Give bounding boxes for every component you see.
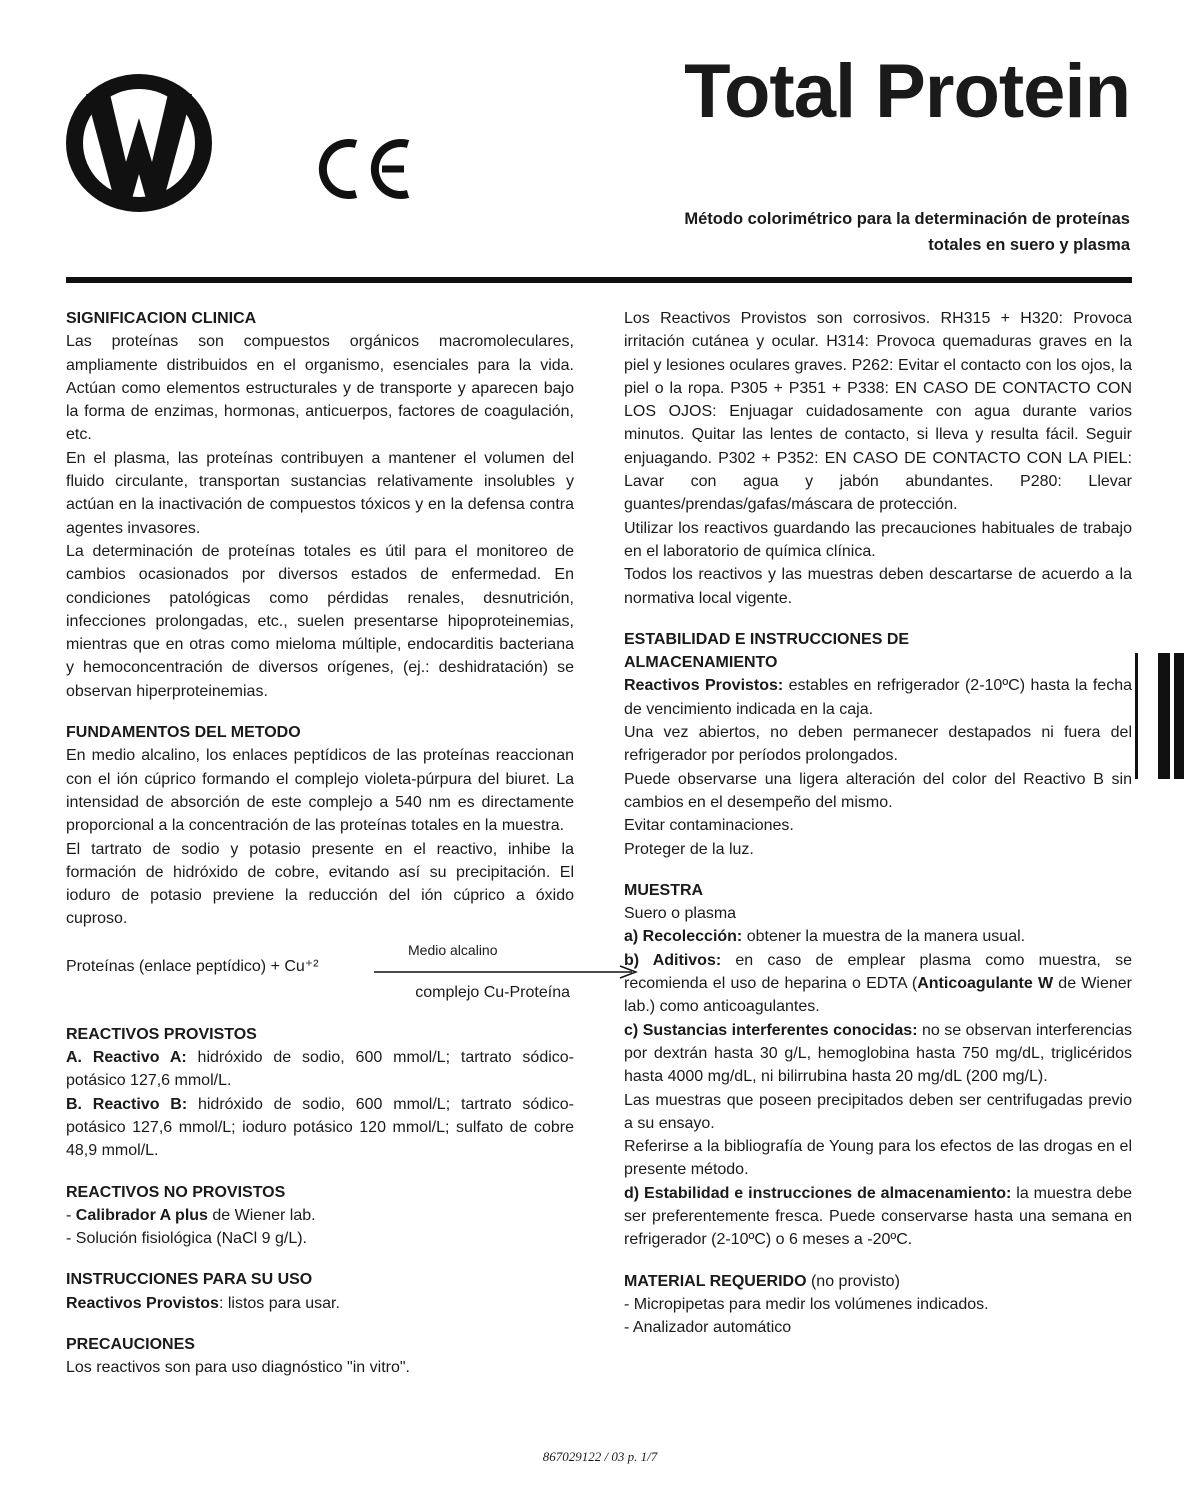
section-heading: SIGNIFICACION CLINICA (66, 310, 257, 327)
paragraph: En el plasma, las proteínas contribuyen a mantener el volumen del fluido circulante, transportan sustancias relativamente insolubles y actúan en la inactivación de compuestos tóxicos y en la defensa contra agentes invasores. (66, 449, 574, 537)
subtitle-line-1: Método colorimétrico para la determinación de proteínas (684, 210, 1130, 228)
reagent-a-label: A. Reactivo A: (66, 1049, 187, 1067)
paragraph: Puede observarse una ligera alteración del color del Reactivo B sin cambios en el desempeño del mismo. (624, 770, 1132, 811)
list-item: - Micropipetas para medir los volúmenes indicados. (624, 1295, 989, 1313)
paragraph-text: de Wiener lab.) como anticoagulantes. (624, 975, 1132, 1016)
reaction-arrow-icon (374, 965, 638, 979)
calibrator-name: Calibrador A plus (75, 1206, 208, 1224)
paragraph: La determinación de proteínas totales es útil para el monitoreo de cambios ocasionados por diversos estados de enfermedad. En condiciones patológicas como pérdidas renales, desnutrición, infecciones prolongadas, etc., suelen presentarse hipoproteinemias, mientras que en otras como mieloma múltiple, endocarditis bacteriana y hemoconcentración de diversos orígenes, (ej.: deshidratación) se observan hiperproteinemias. (66, 542, 574, 700)
paragraph-text: la muestra debe ser preferentemente fresca. Puede conservarse hasta una semana en refrigerador (2-10ºC) o 6 meses a -20ºC. (624, 1184, 1132, 1249)
paragraph (624, 925, 1132, 948)
anticoagulant-name: Anticoagulante W (917, 975, 1054, 993)
left-column (66, 307, 574, 1380)
header-divider (66, 277, 1132, 283)
section-instrucciones (66, 1268, 574, 1315)
list-item: - Analizador automático (624, 1319, 792, 1337)
paragraph: Evitar contaminaciones. (624, 817, 794, 835)
bold-label: b) Aditivos: (624, 951, 722, 969)
section-significacion-clinica (66, 307, 574, 703)
formula-reactants: Proteínas (enlace peptídico) + Cu⁺² (66, 957, 319, 975)
section-heading: MUESTRA (624, 881, 704, 899)
list-dash: - (66, 1206, 76, 1224)
section-muestra (624, 879, 1132, 1252)
section-heading: INSTRUCCIONES PARA SU USO (66, 1271, 313, 1289)
section-heading: FUNDAMENTOS DEL METODO (66, 724, 301, 742)
paragraph (66, 1093, 574, 1163)
list-text: de Wiener lab. (207, 1206, 316, 1224)
paragraph-text: : listos para usar. (218, 1294, 340, 1312)
section-heading: REACTIVOS PROVISTOS (66, 1025, 257, 1043)
wiener-lab-logo-icon (66, 74, 212, 212)
paragraph: Suero o plasma (624, 905, 737, 923)
bold-label: c) Sustancias interferentes conocidas: (624, 1021, 918, 1039)
heading-line-1: ESTABILIDAD E INSTRUCCIONES DE (624, 630, 910, 648)
paragraph: En medio alcalino, los enlaces peptídicos de las proteínas reaccionan con el ión cúprico formando el complejo violeta-púrpura del biuret. La intensidad de absorción de este complejo a 540 nm es directamente proporcional a la concentración de las proteínas totales en la muestra. (66, 747, 574, 835)
list-item: - Solución fisiológica (NaCl 9 g/L). (66, 1230, 307, 1248)
heading-line-2: ALMACENAMIENTO (624, 654, 778, 672)
paragraph: Una vez abiertos, no deben permanecer destapados ni fuera del refrigerador por períodos prolongados. (624, 724, 1132, 765)
formula-product: complejo Cu-Proteína (415, 983, 570, 1001)
paragraph: Referirse a la bibliografía de Young para los efectos de las drogas en el presente método. (624, 1138, 1132, 1179)
paragraph: Las muestras que poseen precipitados deben ser centrifugadas previo a su ensayo. (624, 1091, 1132, 1132)
paragraph: Proteger de la luz. (624, 840, 754, 858)
paragraph (66, 1046, 574, 1093)
page-footer: 867029122 / 03 p. 1/7 (542, 1449, 658, 1464)
right-column (624, 307, 1132, 1339)
paragraph (624, 1182, 1132, 1252)
section-material-requerido (624, 1270, 1132, 1340)
reagent-b-label: B. Reactivo B: (66, 1095, 188, 1113)
heading-bold: MATERIAL REQUERIDO (624, 1272, 807, 1290)
list-item (66, 1204, 574, 1227)
document-subtitle (570, 206, 1130, 258)
margin-bar-mark (1158, 653, 1170, 779)
subtitle-line-2: totales en suero y plasma (928, 236, 1130, 254)
heading-note: (no provisto) (806, 1272, 900, 1290)
paragraph: Las proteínas son compuestos orgánicos macromoleculares, ampliamente distribuidos en el organismo, esenciales para la vida. Actúan como elementos estructurales y de transporte y aparecen bajo la forma de enzimas, hormonas, anticuerpos, factores de coagulación, etc. (66, 333, 574, 444)
paragraph: Los reactivos son para uso diagnóstico "in vitro". (66, 1359, 410, 1377)
paragraph: Todos los reactivos y las muestras deben descartarse de acuerdo a la normativa local vigente. (624, 566, 1132, 607)
reagent-b-text: hidróxido de sodio, 600 mmol/L; tartrato sódico-potásico 127,6 mmol/L; ioduro potásico 120 mmol/L; sulfato de cobre 48,9 mmol/L. (66, 1095, 575, 1160)
paragraph: Utilizar los reactivos guardando las precauciones habituales de trabajo en el laboratorio de química clínica. (624, 519, 1132, 560)
section-precauciones (66, 1333, 574, 1380)
section-heading: PRECAUCIONES (66, 1335, 195, 1353)
section-reactivos-no-provistos (66, 1181, 574, 1251)
reaction-formula (66, 943, 574, 1005)
paragraph (66, 1292, 574, 1315)
ce-mark-icon (318, 136, 414, 202)
section-estabilidad (624, 628, 1132, 861)
section-heading (624, 628, 1132, 675)
bold-label: Reactivos Provistos (66, 1294, 219, 1312)
section-heading (624, 1270, 1132, 1293)
margin-bar-mark (1135, 653, 1138, 779)
paragraph (624, 1019, 1132, 1089)
paragraph (624, 674, 1132, 721)
paragraph-text: obtener la muestra de la manera usual. (742, 928, 1026, 946)
paragraph: El tartrato de sodio y potasio presente en el reactivo, inhibe la formación de hidróxido de cobre, evitando así su precipitación. El ioduro de potasio previene la reducción del ión cúprico a óxido cuproso. (66, 840, 574, 928)
section-fundamentos (66, 721, 574, 1005)
section-precauciones-cont (624, 307, 1132, 610)
reagent-a-text: hidróxido de sodio, 600 mmol/L; tartrato sódico-potásico 127,6 mmol/L. (66, 1049, 574, 1090)
paragraph-text: no se observan interferencias por dextrán hasta 30 g/L, hemoglobina hasta 750 mg/dL, triglicéridos hasta 4000 mg/dL, ni bilirrubina hasta 20 mg/dL (200 mg/L). (624, 1021, 1132, 1086)
paragraph-text: estables en refrigerador (2-10ºC) hasta la fecha de vencimiento indicada en la caja. (624, 677, 1132, 718)
document-title: Total Protein (684, 49, 1130, 134)
section-heading: REACTIVOS NO PROVISTOS (66, 1183, 286, 1201)
bold-label: Reactivos Provistos: (624, 677, 784, 695)
section-reactivos-provistos (66, 1023, 574, 1163)
margin-bar-mark (1174, 653, 1184, 779)
bold-label: a) Recolección: (624, 928, 743, 946)
paragraph (624, 949, 1132, 1019)
bold-label: d) Estabilidad e instrucciones de almacenamiento: (624, 1184, 1012, 1202)
paragraph: Los Reactivos Provistos son corrosivos. RH315 + H320: Provoca irritación cutánea y ocular. H314: Provoca quemaduras graves en la piel y lesiones oculares graves. P262: Evitar el contacto con los ojos, la piel o la ropa. P305 + P351 + P338: EN CASO DE CONTACTO CON LOS OJOS: Enjuagar cuidadosamente con agua durante varios minutos. Quitar las lentes de contacto, si lleva y resulta fácil. Seguir enjuagando. P302 + P352: EN CASO DE CONTACTO CON LA PIEL: Lavar con agua y jabón abundantes. P280: Llevar guantes/prendas/gafas/máscara de protección. (624, 310, 1132, 514)
formula-condition: Medio alcalino (408, 941, 498, 958)
paragraph-text: en caso de emplear plasma como muestra, se recomienda el uso de heparina o EDTA ( (624, 951, 1132, 993)
